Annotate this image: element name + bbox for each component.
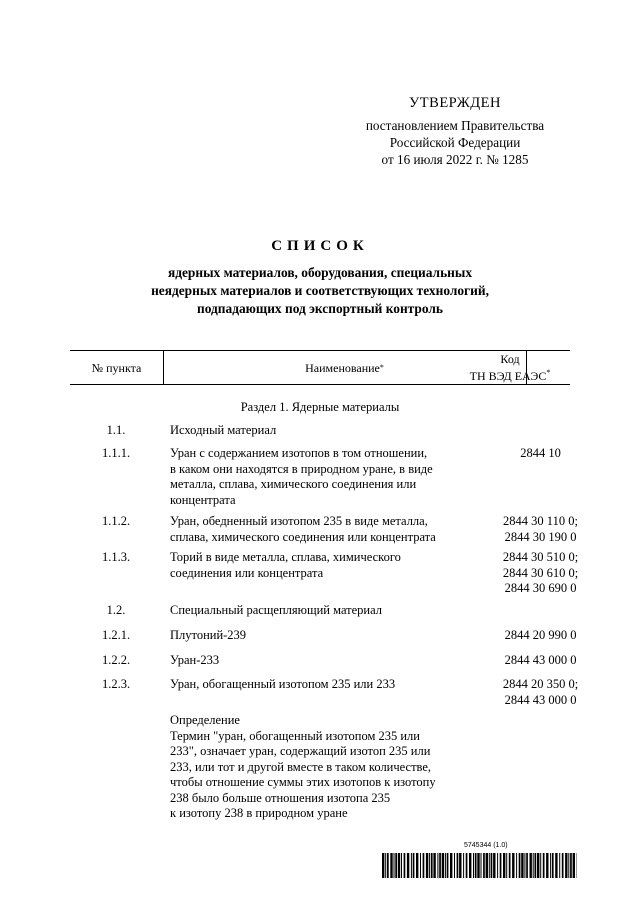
subtitle-line-2: неядерных материалов и соответствующих технологий,: [151, 283, 489, 298]
barcode-image: [382, 853, 577, 878]
definition-heading: Определение: [170, 713, 240, 727]
approval-line-1: постановлением Правительства: [365, 118, 545, 133]
header-name-footnote-mark: *: [379, 362, 384, 372]
subtitle-line-1: ядерных материалов, оборудования, специальных: [167, 265, 473, 280]
header-code-line-2: ТН ВЭД ЕАЭС: [469, 369, 547, 383]
row-name-line: сплава, химического соединения или концентрата: [170, 529, 436, 544]
row-number: 1.1.2.: [101, 514, 131, 528]
row-name-line: Специальный расщепляющий материал: [170, 603, 383, 617]
row-number: 1.2.2.: [101, 653, 131, 667]
row-code-line: 2844 30 510 0;: [502, 550, 579, 564]
row-name-line: Исходный материал: [170, 423, 277, 437]
row-code-line: 2844 30 110 0;: [503, 514, 578, 528]
header-number: № пункта: [70, 351, 164, 384]
row-code-line: 2844 20 350 0;: [502, 677, 579, 691]
row-name: [170, 550, 455, 581]
approval-block: [340, 95, 570, 168]
row-name-line: Уран с содержанием изотопов в том отношении,: [170, 446, 428, 460]
row-name: [170, 423, 455, 439]
barcode-id: 5745344 (1.0): [464, 842, 508, 849]
table-header: [70, 350, 570, 385]
row-code-line: 2844 30 690 0: [504, 581, 577, 595]
row-number: 1.1.1.: [101, 446, 131, 460]
row-number: 1.2.1.: [101, 628, 131, 642]
row-code: [458, 653, 623, 669]
row-name-line: Уран, обедненный изотопом 235 в виде металла,: [170, 514, 428, 528]
header-code-footnote-mark: *: [546, 368, 551, 377]
row-number: 1.2.3.: [101, 677, 131, 691]
row-code: [458, 677, 623, 708]
row-code: [458, 550, 623, 597]
row-name-line: Уран-233: [170, 653, 220, 667]
row-name: [170, 514, 455, 545]
definition-line: к изотопу 238 в природном уране: [170, 806, 348, 820]
row-name-line: металла, сплава, химического соединения или: [170, 477, 417, 491]
row-name: [170, 446, 455, 508]
approval-heading: УТВЕРЖДЕН: [409, 95, 501, 111]
row-name: [170, 628, 455, 644]
row-code-line: 2844 30 190 0: [504, 529, 577, 544]
row-name-line: соединения или концентрата: [170, 565, 324, 580]
section-title: Раздел 1. Ядерные материалы: [240, 400, 400, 414]
row-code-line: 2844 30 610 0;: [502, 565, 579, 580]
definition-block: [170, 713, 455, 822]
row-name: [170, 653, 455, 669]
row-code: [458, 628, 623, 644]
row-number: 1.1.: [106, 423, 126, 437]
row-name-line: концентрата: [170, 492, 236, 507]
row-number: 1.1.3.: [101, 550, 131, 564]
row-code: [458, 514, 623, 545]
row-name-line: Торий в виде металла, сплава, химического: [170, 550, 401, 564]
row-name-line: в каком они находятся в природном уране, в виде: [170, 461, 433, 476]
row-code-line: 2844 20 990 0: [504, 628, 577, 642]
definition-line: 233, или тот и другой вместе в таком количестве,: [170, 759, 432, 774]
definition-line: 233", означает уран, содержащий изотоп 235 или: [170, 744, 431, 758]
document-title: СПИСОК: [271, 238, 369, 254]
header-code: [450, 351, 570, 384]
definition-line: 238 было больше отношения изотопа 235: [170, 790, 391, 805]
subtitle-line-3: подпадающих под экспортный контроль: [197, 301, 443, 316]
row-code: [458, 446, 623, 462]
row-number: 1.2.: [106, 603, 126, 617]
header-code-line-1: Код: [500, 352, 520, 366]
row-name-line: Плутоний-239: [170, 628, 247, 642]
header-name-text: Наименование: [305, 360, 380, 375]
row-name: [170, 677, 455, 693]
row-name: [170, 603, 455, 619]
definition-line: Термин "уран, обогащенный изотопом 235 или: [170, 728, 420, 743]
definition-line: чтобы отношение суммы этих изотопов к изотопу: [170, 775, 436, 789]
row-name-line: Уран, обогащенный изотопом 235 или 233: [170, 677, 396, 691]
row-code-line: 2844 10: [520, 446, 561, 460]
approval-line-3: от 16 июля 2022 г. № 1285: [381, 152, 529, 167]
row-code-line: 2844 43 000 0: [504, 692, 577, 707]
document-subtitle: [90, 264, 550, 318]
row-code-line: 2844 43 000 0: [504, 653, 577, 667]
approval-line-2: Российской Федерации: [389, 135, 521, 150]
